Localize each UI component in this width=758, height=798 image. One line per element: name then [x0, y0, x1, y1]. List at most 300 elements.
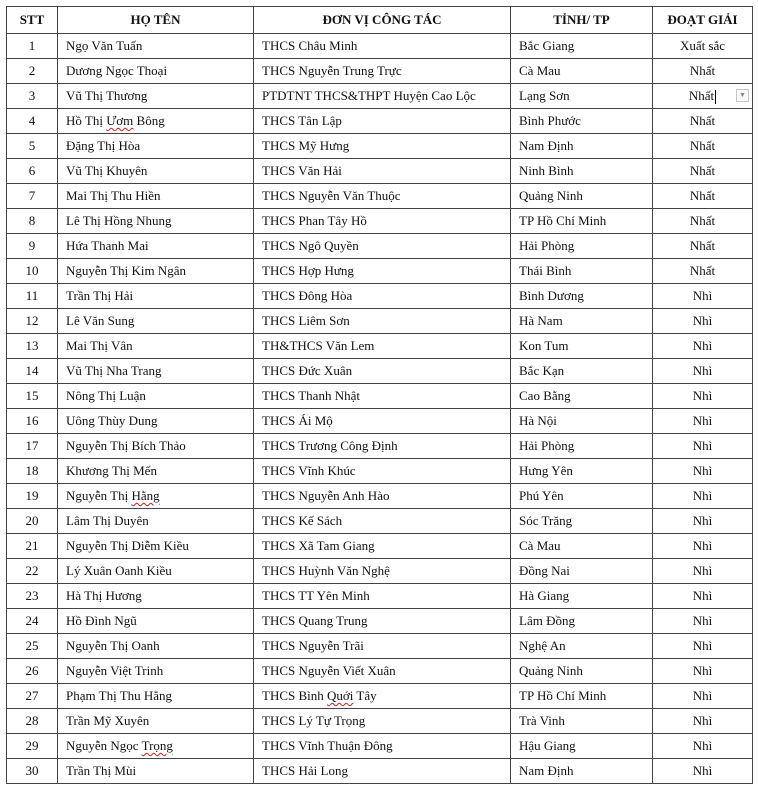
province-cell-text: Trà Vinh	[519, 713, 565, 728]
stt-cell[interactable]	[7, 84, 58, 109]
table-row	[7, 209, 753, 234]
stt-cell-text: 11	[25, 288, 39, 303]
name-cell-text: Mai Thị Vân	[66, 338, 133, 353]
province-cell-text: Cà Mau	[519, 63, 561, 78]
prize-cell[interactable]	[653, 59, 753, 84]
prize-cell-text: Nhì	[692, 513, 713, 528]
name-cell-text: Vũ Thị Nha Trang	[66, 363, 162, 378]
province-cell[interactable]	[511, 734, 653, 759]
name-cell-text: Đặng Thị Hòa	[66, 138, 141, 153]
prize-cell-text: Nhì	[692, 588, 713, 603]
unit-cell-text: TH&THCS Văn Lem	[262, 338, 375, 353]
name-cell[interactable]	[58, 659, 254, 684]
table-row	[7, 759, 753, 784]
stt-cell[interactable]	[7, 534, 58, 559]
unit-cell[interactable]	[254, 34, 511, 59]
unit-cell-text: THCS Xã Tam Giang	[262, 538, 375, 553]
province-cell[interactable]	[511, 234, 653, 259]
province-cell[interactable]	[511, 84, 653, 109]
table-body	[7, 34, 753, 784]
province-cell[interactable]	[511, 334, 653, 359]
prize-cell[interactable]	[653, 209, 753, 234]
table-row	[7, 734, 753, 759]
stt-cell[interactable]	[7, 309, 58, 334]
text-cursor	[715, 90, 716, 104]
prize-cell[interactable]	[653, 409, 753, 434]
table-row	[7, 359, 753, 384]
stt-cell-text: 4	[28, 113, 36, 128]
prize-cell[interactable]	[653, 184, 753, 209]
name-cell[interactable]	[58, 509, 254, 534]
name-cell-text: Vũ Thị Thương	[66, 88, 148, 103]
spellcheck-word: Trọng	[141, 738, 173, 753]
prize-cell[interactable]	[653, 109, 753, 134]
name-cell[interactable]	[58, 634, 254, 659]
stt-cell[interactable]	[7, 584, 58, 609]
prize-cell-text: Nhì	[692, 388, 713, 403]
province-cell-text: Bình Dương	[519, 288, 584, 303]
name-cell-text: Lê Văn Sung	[66, 313, 135, 328]
unit-cell-text: THCS Hợp Hưng	[262, 263, 354, 278]
unit-cell[interactable]	[254, 609, 511, 634]
name-cell-text: Mai Thị Thu Hiền	[66, 188, 161, 203]
prize-cell-text: Nhất	[688, 87, 715, 103]
stt-cell[interactable]	[7, 159, 58, 184]
unit-cell-text: THCS Vĩnh Thuận Đông	[262, 738, 393, 753]
prize-cell[interactable]	[653, 484, 753, 509]
table-row	[7, 334, 753, 359]
unit-cell[interactable]	[254, 234, 511, 259]
name-cell-text: Vũ Thị Khuyên	[66, 163, 148, 178]
stt-cell[interactable]	[7, 734, 58, 759]
unit-cell-text: THCS Châu Minh	[262, 38, 358, 53]
province-cell-text: Bắc Giang	[519, 38, 575, 53]
prize-cell[interactable]	[653, 334, 753, 359]
name-cell[interactable]	[58, 259, 254, 284]
unit-cell[interactable]	[254, 134, 511, 159]
province-cell-text: Bắc Kạn	[519, 363, 565, 378]
province-cell[interactable]	[511, 359, 653, 384]
prize-cell-text: Xuất sắc	[679, 38, 726, 53]
stt-cell[interactable]	[7, 759, 58, 784]
unit-cell-text: THCS Vĩnh Khúc	[262, 463, 356, 478]
name-cell[interactable]	[58, 334, 254, 359]
unit-cell[interactable]	[254, 109, 511, 134]
header-province[interactable]: TỈNH/ TP	[511, 7, 653, 34]
stt-cell-text: 20	[25, 513, 39, 528]
stt-cell[interactable]	[7, 459, 58, 484]
name-cell[interactable]	[58, 184, 254, 209]
table-row	[7, 509, 753, 534]
province-cell-text: Hà Giang	[519, 588, 570, 603]
province-cell-text: Nghệ An	[519, 638, 566, 653]
table-row	[7, 184, 753, 209]
prize-cell[interactable]	[653, 609, 753, 634]
stt-cell-text: 2	[28, 63, 36, 78]
province-cell-text: Cà Mau	[519, 538, 561, 553]
stt-cell-text: 29	[25, 738, 39, 753]
province-cell[interactable]	[511, 584, 653, 609]
name-cell-text: Hồ Thị Ươm Bông	[66, 113, 165, 128]
prize-cell[interactable]	[653, 309, 753, 334]
stt-cell-text: 15	[25, 388, 39, 403]
unit-cell[interactable]	[254, 359, 511, 384]
unit-cell-text: THCS Huỳnh Văn Nghệ	[262, 563, 390, 578]
name-cell[interactable]	[58, 34, 254, 59]
province-cell-text: Lạng Sơn	[519, 88, 570, 103]
table-row	[7, 109, 753, 134]
province-cell[interactable]	[511, 509, 653, 534]
name-cell[interactable]	[58, 59, 254, 84]
name-cell[interactable]	[58, 559, 254, 584]
prize-cell[interactable]	[653, 584, 753, 609]
name-cell[interactable]	[58, 459, 254, 484]
unit-cell[interactable]	[254, 209, 511, 234]
province-cell[interactable]	[511, 609, 653, 634]
unit-cell-text: THCS Quang Trung	[262, 613, 368, 628]
unit-cell-text: PTDTNT THCS&THPT Huyện Cao Lộc	[262, 88, 476, 103]
header-row	[7, 7, 753, 34]
prize-cell-text: Nhì	[692, 463, 713, 478]
name-cell[interactable]	[58, 734, 254, 759]
prize-cell-text: Nhì	[692, 663, 713, 678]
name-cell-text: Hứa Thanh Mai	[66, 238, 149, 253]
table-row	[7, 134, 753, 159]
unit-cell-text: THCS Nguyễn Văn Thuộc	[262, 188, 401, 203]
province-cell-text: Ninh Bình	[519, 163, 574, 178]
province-cell[interactable]	[511, 434, 653, 459]
prize-cell[interactable]	[653, 709, 753, 734]
name-cell[interactable]	[58, 234, 254, 259]
province-cell-text: Quảng Ninh	[519, 188, 583, 203]
province-cell[interactable]	[511, 59, 653, 84]
stt-cell[interactable]	[7, 334, 58, 359]
unit-cell[interactable]	[254, 659, 511, 684]
prize-cell[interactable]	[653, 659, 753, 684]
prize-cell-text: Nhất	[689, 138, 716, 153]
prize-cell[interactable]	[653, 134, 753, 159]
stt-cell[interactable]	[7, 109, 58, 134]
prize-cell-text: Nhất	[689, 263, 716, 278]
name-cell[interactable]	[58, 309, 254, 334]
unit-cell[interactable]	[254, 459, 511, 484]
unit-cell-text: THCS Bình Quới Tây	[262, 688, 377, 703]
header-stt[interactable]: STT	[7, 7, 58, 34]
unit-cell[interactable]	[254, 159, 511, 184]
province-cell[interactable]	[511, 559, 653, 584]
prize-cell[interactable]	[653, 359, 753, 384]
stt-cell[interactable]	[7, 59, 58, 84]
province-cell-text: Kon Tum	[519, 338, 569, 353]
province-cell-text: TP Hồ Chí Minh	[519, 213, 607, 228]
stt-cell[interactable]	[7, 209, 58, 234]
prize-cell[interactable]	[653, 34, 753, 59]
chevron-down-icon[interactable]: ▼	[736, 89, 749, 102]
province-cell[interactable]	[511, 409, 653, 434]
name-cell-text: Uông Thùy Dung	[66, 413, 158, 428]
stt-cell[interactable]	[7, 359, 58, 384]
name-cell[interactable]	[58, 409, 254, 434]
prize-cell-text: Nhì	[692, 338, 713, 353]
province-cell[interactable]	[511, 709, 653, 734]
name-cell-text: Nguyễn Thị Oanh	[66, 638, 160, 653]
unit-cell[interactable]	[254, 434, 511, 459]
unit-cell-text: THCS Thanh Nhật	[262, 388, 360, 403]
unit-cell[interactable]	[254, 334, 511, 359]
province-cell[interactable]	[511, 159, 653, 184]
province-cell[interactable]	[511, 534, 653, 559]
stt-cell-text: 13	[25, 338, 39, 353]
unit-cell[interactable]	[254, 84, 511, 109]
stt-cell[interactable]	[7, 709, 58, 734]
prize-cell[interactable]	[653, 684, 753, 709]
unit-cell[interactable]	[254, 584, 511, 609]
table-row	[7, 434, 753, 459]
table-header	[7, 7, 753, 34]
unit-cell-text: THCS Nguyễn Anh Hào	[262, 488, 390, 503]
stt-cell-text: 18	[25, 463, 39, 478]
table-row	[7, 559, 753, 584]
name-cell[interactable]	[58, 534, 254, 559]
stt-cell-text: 23	[25, 588, 39, 603]
name-cell[interactable]	[58, 159, 254, 184]
header-unit[interactable]: ĐƠN VỊ CÔNG TÁC	[254, 7, 511, 34]
spellcheck-word: Ươm	[106, 113, 134, 128]
province-cell[interactable]	[511, 384, 653, 409]
unit-cell[interactable]	[254, 384, 511, 409]
province-cell-text: Lâm Đồng	[519, 613, 575, 628]
unit-cell[interactable]	[254, 59, 511, 84]
province-cell[interactable]	[511, 484, 653, 509]
unit-cell[interactable]	[254, 559, 511, 584]
prize-cell-text: Nhì	[692, 613, 713, 628]
prize-cell-text: Nhì	[692, 688, 713, 703]
prize-cell-text: Nhất	[689, 188, 716, 203]
table-row	[7, 309, 753, 334]
unit-cell-text: THCS Lý Tự Trọng	[262, 713, 366, 728]
stt-cell-text: 28	[25, 713, 39, 728]
province-cell[interactable]	[511, 659, 653, 684]
table-row	[7, 59, 753, 84]
stt-cell[interactable]	[7, 659, 58, 684]
stt-cell-text: 17	[25, 438, 39, 453]
header-name[interactable]: HỌ TÊN	[58, 7, 254, 34]
table-row	[7, 484, 753, 509]
unit-cell-text: THCS Nguyễn Trung Trực	[262, 63, 402, 78]
unit-cell[interactable]	[254, 409, 511, 434]
province-cell[interactable]	[511, 209, 653, 234]
unit-cell[interactable]	[254, 734, 511, 759]
name-cell-text: Ngọ Văn Tuấn	[66, 38, 143, 53]
unit-cell[interactable]	[254, 709, 511, 734]
stt-cell-text: 27	[25, 688, 39, 703]
stt-cell[interactable]	[7, 634, 58, 659]
table-row	[7, 409, 753, 434]
prize-cell-text: Nhì	[692, 413, 713, 428]
unit-cell[interactable]	[254, 759, 511, 784]
name-cell-text: Phạm Thị Thu Hằng	[66, 688, 173, 703]
prize-cell-text: Nhất	[689, 113, 716, 128]
name-cell[interactable]	[58, 609, 254, 634]
province-cell-text: Nam Định	[519, 138, 574, 153]
award-table	[6, 6, 753, 784]
stt-cell[interactable]	[7, 559, 58, 584]
stt-cell-text: 3	[28, 88, 36, 103]
unit-cell-text: THCS Hải Long	[262, 763, 348, 778]
name-cell[interactable]	[58, 359, 254, 384]
name-cell-text: Lý Xuân Oanh Kiều	[66, 563, 172, 578]
unit-cell-text: THCS Mỹ Hưng	[262, 138, 350, 153]
table-row	[7, 659, 753, 684]
stt-cell[interactable]	[7, 509, 58, 534]
prize-cell-text: Nhất	[689, 63, 716, 78]
stt-cell[interactable]	[7, 384, 58, 409]
unit-cell[interactable]	[254, 684, 511, 709]
province-cell[interactable]	[511, 109, 653, 134]
prize-cell[interactable]	[653, 234, 753, 259]
stt-cell[interactable]	[7, 234, 58, 259]
table-row	[7, 259, 753, 284]
province-cell[interactable]	[511, 259, 653, 284]
unit-cell-text: THCS Tân Lập	[262, 113, 342, 128]
province-cell[interactable]	[511, 459, 653, 484]
unit-cell-text: THCS Ngô Quyền	[262, 238, 359, 253]
table-row	[7, 234, 753, 259]
name-cell-text: Nguyễn Thị Diễm Kiều	[66, 538, 189, 553]
prize-cell[interactable]	[653, 534, 753, 559]
prize-cell[interactable]	[653, 159, 753, 184]
prize-cell[interactable]	[653, 384, 753, 409]
prize-cell[interactable]	[653, 434, 753, 459]
province-cell-text: Hưng Yên	[519, 463, 573, 478]
unit-cell[interactable]	[254, 259, 511, 284]
prize-cell[interactable]	[653, 634, 753, 659]
prize-cell[interactable]	[653, 734, 753, 759]
name-cell-text: Khương Thị Mến	[66, 463, 157, 478]
province-cell[interactable]	[511, 684, 653, 709]
table-row	[7, 284, 753, 309]
stt-cell[interactable]	[7, 609, 58, 634]
name-cell[interactable]	[58, 759, 254, 784]
stt-cell-text: 25	[25, 638, 39, 653]
unit-cell-text: THCS Nguyễn Viết Xuân	[262, 663, 396, 678]
name-cell-text: Lâm Thị Duyên	[66, 513, 149, 528]
stt-cell[interactable]	[7, 684, 58, 709]
name-cell[interactable]	[58, 384, 254, 409]
prize-cell-text: Nhì	[692, 563, 713, 578]
province-cell[interactable]	[511, 134, 653, 159]
prize-cell-text: Nhì	[692, 488, 713, 503]
prize-cell[interactable]	[653, 559, 753, 584]
unit-cell-text: THCS Văn Hải	[262, 163, 342, 178]
prize-cell-text: Nhì	[692, 288, 713, 303]
prize-cell-text: Nhì	[692, 738, 713, 753]
stt-cell-text: 1	[28, 38, 36, 53]
province-cell[interactable]	[511, 34, 653, 59]
unit-cell[interactable]	[254, 184, 511, 209]
province-cell-text: Đồng Nai	[519, 563, 570, 578]
province-cell[interactable]	[511, 759, 653, 784]
stt-cell-text: 6	[28, 163, 36, 178]
province-cell-text: Nam Định	[519, 763, 574, 778]
unit-cell-text: THCS Nguyễn Trãi	[262, 638, 364, 653]
unit-cell[interactable]	[254, 634, 511, 659]
stt-cell-text: 24	[25, 613, 39, 628]
name-cell[interactable]	[58, 134, 254, 159]
prize-cell[interactable]	[653, 259, 753, 284]
stt-cell[interactable]	[7, 409, 58, 434]
prize-cell-text: Nhì	[692, 763, 713, 778]
stt-cell[interactable]	[7, 434, 58, 459]
stt-cell[interactable]	[7, 284, 58, 309]
unit-cell[interactable]	[254, 284, 511, 309]
prize-cell-text: Nhì	[692, 713, 713, 728]
name-cell[interactable]	[58, 709, 254, 734]
name-cell[interactable]	[58, 109, 254, 134]
prize-cell-text: Nhì	[692, 638, 713, 653]
name-cell[interactable]	[58, 484, 254, 509]
province-cell[interactable]	[511, 309, 653, 334]
province-cell-text: TP Hồ Chí Minh	[519, 688, 607, 703]
unit-cell[interactable]	[254, 534, 511, 559]
prize-cell[interactable]	[653, 509, 753, 534]
name-cell[interactable]	[58, 684, 254, 709]
prize-cell-text: Nhất	[689, 213, 716, 228]
name-cell-text: Trần Mỹ Xuyên	[66, 713, 150, 728]
province-cell[interactable]	[511, 184, 653, 209]
name-cell-text: Nguyễn Thị Hằng	[66, 488, 160, 503]
stt-cell[interactable]	[7, 134, 58, 159]
table-row	[7, 534, 753, 559]
province-cell[interactable]	[511, 634, 653, 659]
province-cell[interactable]	[511, 284, 653, 309]
province-cell-text: Quảng Ninh	[519, 663, 583, 678]
table-row	[7, 84, 753, 109]
name-cell[interactable]	[58, 284, 254, 309]
name-cell[interactable]	[58, 84, 254, 109]
unit-cell[interactable]	[254, 484, 511, 509]
unit-cell[interactable]	[254, 509, 511, 534]
stt-cell[interactable]	[7, 484, 58, 509]
stt-cell-text: 8	[28, 213, 36, 228]
name-cell[interactable]	[58, 209, 254, 234]
header-prize[interactable]: ĐOẠT GIẢI	[653, 7, 753, 34]
stt-cell-text: 16	[25, 413, 39, 428]
unit-cell-text: THCS Phan Tây Hồ	[262, 213, 367, 228]
stt-cell[interactable]	[7, 34, 58, 59]
stt-cell-text: 26	[25, 663, 39, 678]
province-cell-text: Hà Nội	[519, 413, 557, 428]
name-cell-text: Hồ Đình Ngũ	[66, 613, 137, 628]
prize-cell[interactable]	[653, 759, 753, 784]
stt-cell[interactable]	[7, 184, 58, 209]
prize-cell[interactable]	[653, 284, 753, 309]
prize-cell-text: Nhất	[689, 163, 716, 178]
name-cell-text: Nguyễn Ngọc Trọng	[66, 738, 173, 753]
table-row	[7, 634, 753, 659]
stt-cell[interactable]	[7, 259, 58, 284]
prize-cell[interactable]	[653, 459, 753, 484]
unit-cell[interactable]	[254, 309, 511, 334]
name-cell[interactable]	[58, 434, 254, 459]
prize-cell[interactable]	[653, 84, 753, 109]
stt-cell-text: 21	[25, 538, 39, 553]
name-cell[interactable]	[58, 584, 254, 609]
name-cell-text: Nguyễn Việt Trinh	[66, 663, 164, 678]
table-row	[7, 384, 753, 409]
province-cell-text: Phú Yên	[519, 488, 564, 503]
stt-cell-text: 22	[25, 563, 39, 578]
